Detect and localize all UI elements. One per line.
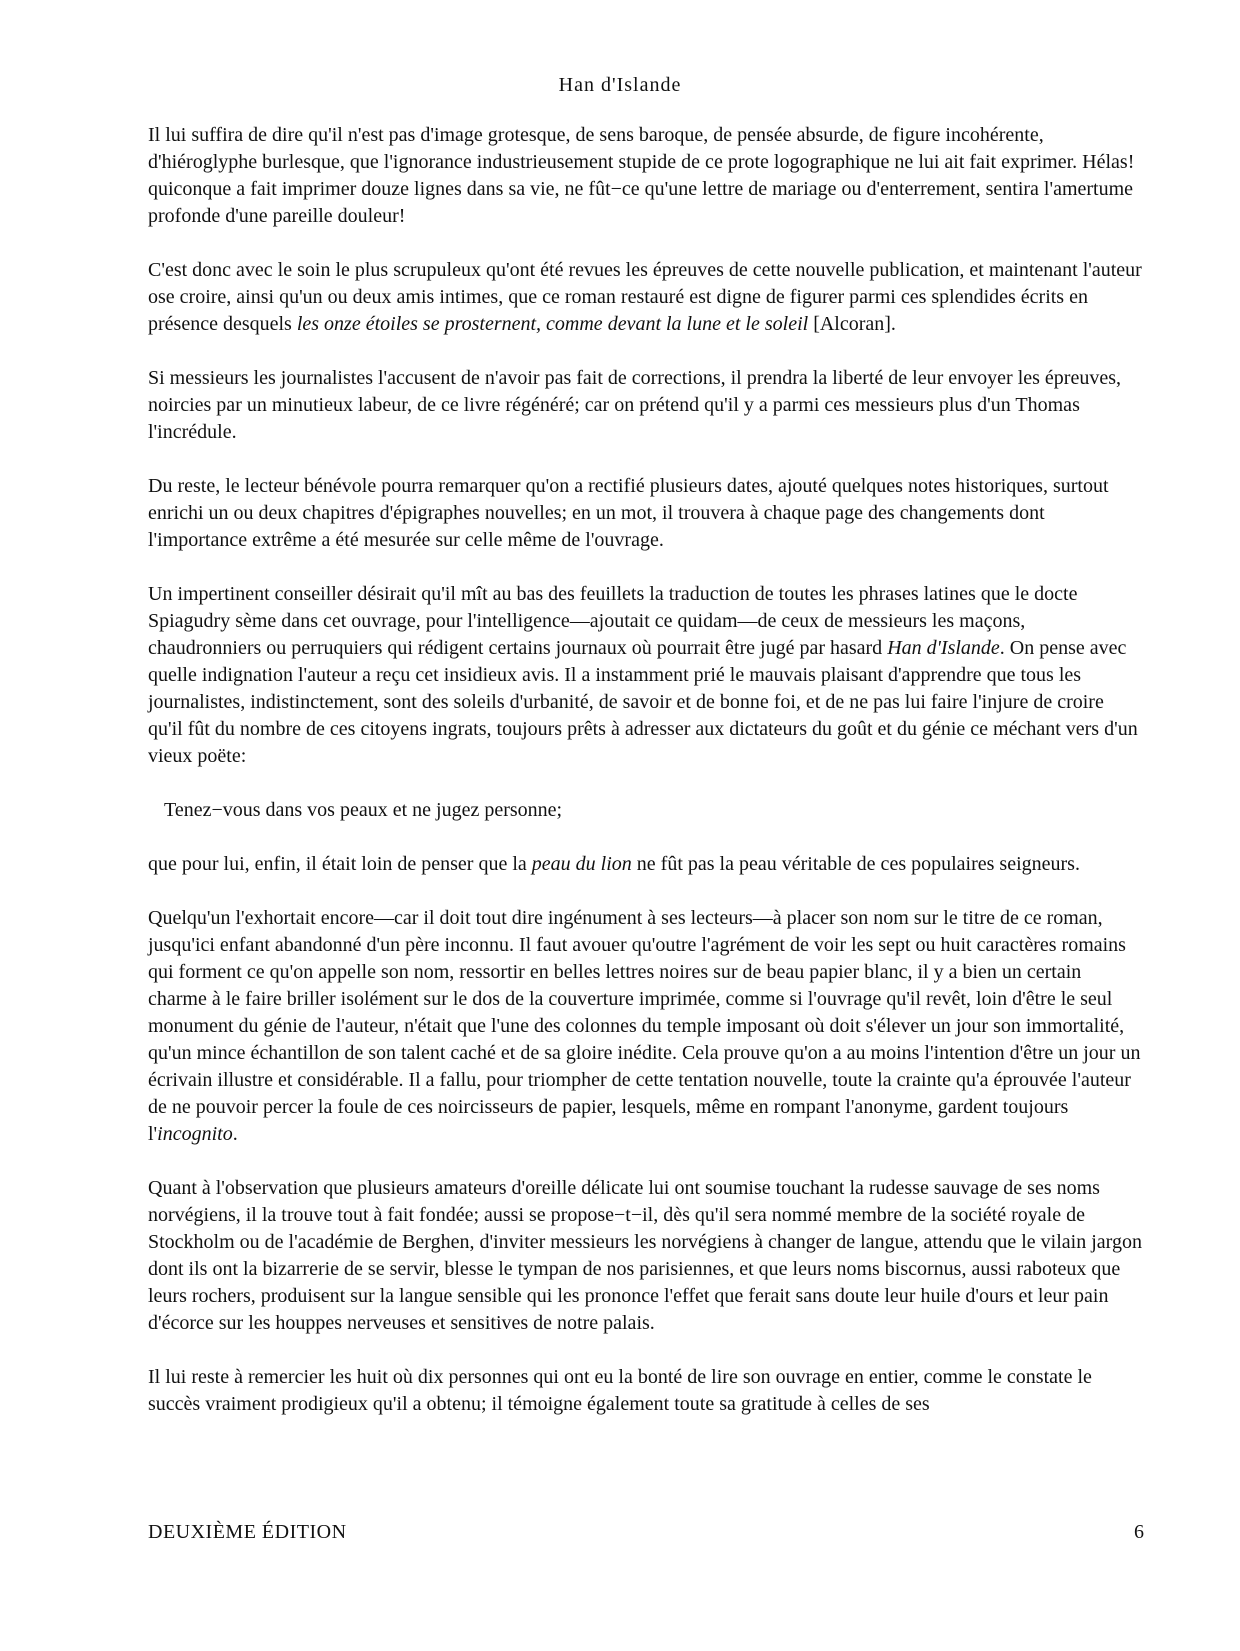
paragraph-8-text-continued: . — [232, 1123, 238, 1145]
running-head-title: Han d'Islande — [558, 74, 682, 96]
page-number: 6 — [1134, 1521, 1144, 1543]
paragraph-2-text: C'est donc avec le soin le plus scrupuleux qu'ont été revues les épreuves de cette nouvelle publication, et maintenant l'auteur ose croire, ainsi qu'un ou deux amis intimes, que ce roman restauré est digne de figurer parmi ces splendides écrits en présence desquels — [148, 259, 1142, 335]
paragraph-7 — [148, 851, 1143, 878]
paragraph-5 — [148, 581, 1143, 770]
paragraph-2-quotation: les onze étoiles se prosternent, comme devant la lune et le soleil — [296, 313, 809, 335]
paragraph-10: Il lui reste à remercier les huit où dix personnes qui ont eu la bonté de lire son ouvrage en entier, comme le constate le succès vraiment prodigieux qu'il a obtenu; il témoigne également toute sa gratitude à celles de ses — [148, 1366, 1092, 1415]
paragraph-9: Quant à l'observation que plusieurs amateurs d'oreille délicate lui ont soumise touchant la rudesse sauvage de ses noms norvégiens, il la trouve tout à fait fondée; aussi se propose−t−il, dès qu'il sera nommé membre de la société royale de Stockholm ou de l'académie de Berghen, d'inviter messieurs les norvégiens à changer de langue, attendu que le vilain jargon dont ils ont la bizarrerie de se servir, blesse le tympan de nos parisiennes, et que leurs noms biscornus, aussi raboteux que leurs rochers, produisent sur la langue sensible qui les prononce l'effet que ferait sans doute leur huile d'ours et leur pain d'écorce sur les houppes nerveuses et sensitives de notre palais. — [148, 1177, 1142, 1334]
paragraph-1: Il lui suffira de dire qu'il n'est pas d'image grotesque, de sens baroque, de pensée absurde, de figure incohérente, d'hiéroglyphe burlesque, que l'ignorance industrieusement stupide de ce prote logographique ne lui ait fait exprimer. Hélas! quiconque a fait imprimer douze lignes dans sa vie, ne fût−ce qu'une lettre de mariage ou d'enterrement, sentira l'amertume profonde d'une pareille douleur! — [148, 124, 1135, 227]
paragraph-8-emphasis: incognito — [157, 1123, 233, 1145]
paragraph-7-text: que pour lui, enfin, il était loin de penser que la — [148, 853, 532, 875]
verse-quote: Tenez−vous dans vos peaux et ne jugez personne; — [164, 799, 563, 821]
paragraph-2-citation: [Alcoran]. — [808, 313, 896, 335]
paragraph-5-text: Un impertinent conseiller désirait qu'il mît au bas des feuillets la traduction de toutes les phrases latines que le docte Spiagudry sème dans cet ouvrage, pour l'intelligence—ajoutait ce quidam—de ceux de messieurs les maçons, chaudronniers ou perruquiers qui rédigent certains journaux où pourrait être jugé par hasard — [148, 583, 1078, 659]
paragraph-3: Si messieurs les journalistes l'accusent de n'avoir pas fait de corrections, il prendra la liberté de leur envoyer les épreuves, noircies par un minutieux labeur, de ce livre régénéré; car on prétend qu'il y a parmi ces messieurs plus d'un Thomas l'incrédule. — [148, 367, 1121, 443]
paragraph-5-title: Han d'Islande — [887, 637, 1000, 659]
paragraph-4: Du reste, le lecteur bénévole pourra remarquer qu'on a rectifié plusieurs dates, ajouté quelques notes historiques, surtout enrichi un ou deux chapitres d'épigraphes nouvelles; en un mot, il trouvera à chaque page des changements dont l'importance extrême a été mesurée sur celle même de l'ouvrage. — [148, 475, 1109, 551]
paragraph-2 — [148, 257, 1143, 338]
body-text — [148, 122, 1143, 1445]
paragraph-7-text-continued: ne fût pas la peau véritable de ces populaires seigneurs. — [631, 853, 1080, 875]
paragraph-5-text-continued: . On pense avec quelle indignation l'auteur a reçu cet insidieux avis. Il a instamment prié le mauvais plaisant d'apprendre que tous les journalistes, indistinctement, sont des soleils d'urbanité, de savoir et de bonne foi, et de ne pas lui faire l'injure de croire qu'il fût du nombre de ces citoyens ingrats, toujours prêts à adresser aux dictateurs du goût et du génie ce méchant vers d'un vieux poëte: — [148, 637, 1138, 767]
footer-edition: DEUXIÈME ÉDITION — [148, 1521, 347, 1543]
paragraph-8-text: Quelqu'un l'exhortait encore—car il doit tout dire ingénument à ses lecteurs—à placer son nom sur le titre de ce roman, jusqu'ici enfant abandonné d'un père inconnu. Il faut avouer qu'outre l'agrément de voir les sept ou huit caractères romains qui forment ce qu'on appelle son nom, ressortir en belles lettres noires sur de beau papier blanc, il y a bien un certain charme à le faire briller isolément sur le dos de la couverture imprimée, comme si l'ouvrage qu'il revêt, loin d'être le seul monument du génie de l'auteur, n'était que l'une des colonnes du temple imposant où doit s'élever un jour son immortalité, qu'un mince échantillon de son talent caché et de sa gloire inédite. Cela prouve qu'on a au moins l'intention d'être un jour un écrivain illustre et considérable. Il a fallu, pour triompher de cette tentation nouvelle, toute la crainte qu'a éprouvée l'auteur de ne pouvoir percer la foule de ces noircisseurs de papier, lesquels, même en rompant l'anonyme, gardent toujours l' — [148, 907, 1141, 1145]
paragraph-7-emphasis: peau du lion — [531, 853, 632, 875]
paragraph-8 — [148, 905, 1143, 1148]
